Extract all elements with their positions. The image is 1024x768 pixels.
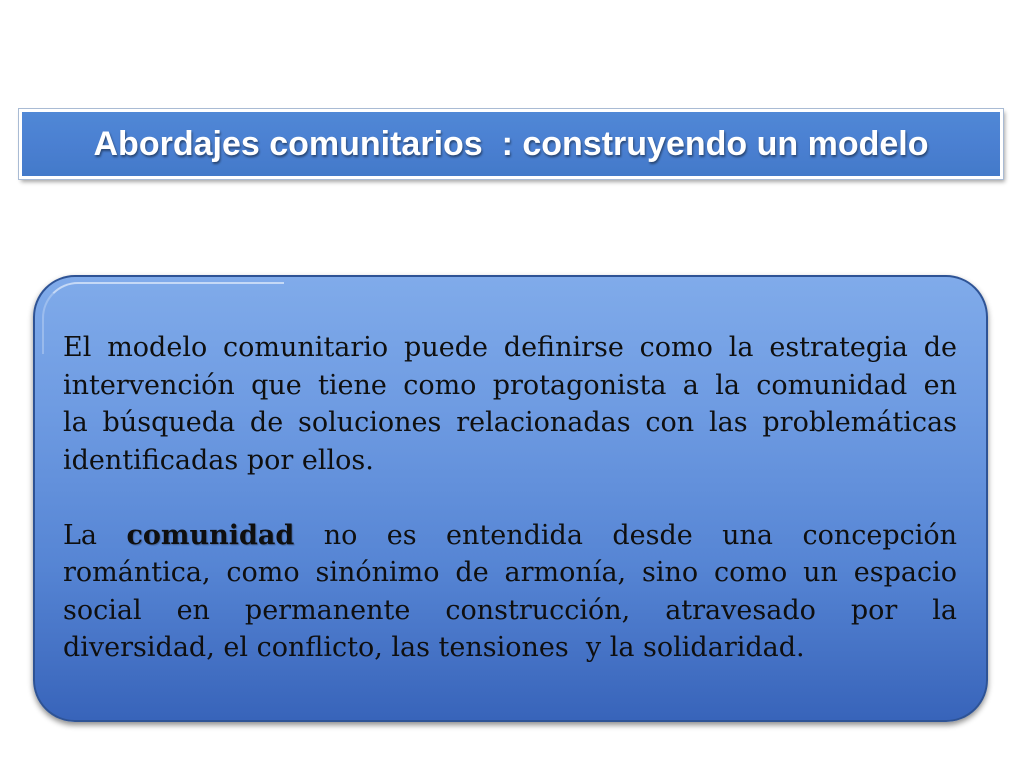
paragraph-line: diversidad, el conflicto, las tensiones y la solidaridad. xyxy=(63,632,805,663)
line-text: no es entendida desde una concepción xyxy=(294,519,958,551)
slide-title: Abordajes comunitarios : construyendo un modelo xyxy=(93,125,929,163)
paragraph-line: romántica, como sinónimo de armonía, sino como un espacio xyxy=(63,557,957,588)
paragraph-line: la búsqueda de soluciones relacionadas con las problemáticas xyxy=(63,407,957,438)
paragraph-line xyxy=(63,517,957,555)
content-box xyxy=(33,275,988,722)
title-bar xyxy=(19,109,1003,179)
paragraph-line: social en permanente construcción, atravesado por la xyxy=(63,594,957,626)
paragraph-line: intervención que tiene como protagonista a la comunidad en xyxy=(63,369,957,401)
emphasized-word: comunidad xyxy=(126,519,295,551)
paragraph-line: identificadas por ellos. xyxy=(63,444,374,476)
paragraph-1 xyxy=(63,329,957,479)
paragraph-line: El modelo comunitario puede definirse como la estrategia de xyxy=(63,332,957,363)
line-text: La xyxy=(63,519,127,551)
paragraph-2 xyxy=(63,517,957,667)
